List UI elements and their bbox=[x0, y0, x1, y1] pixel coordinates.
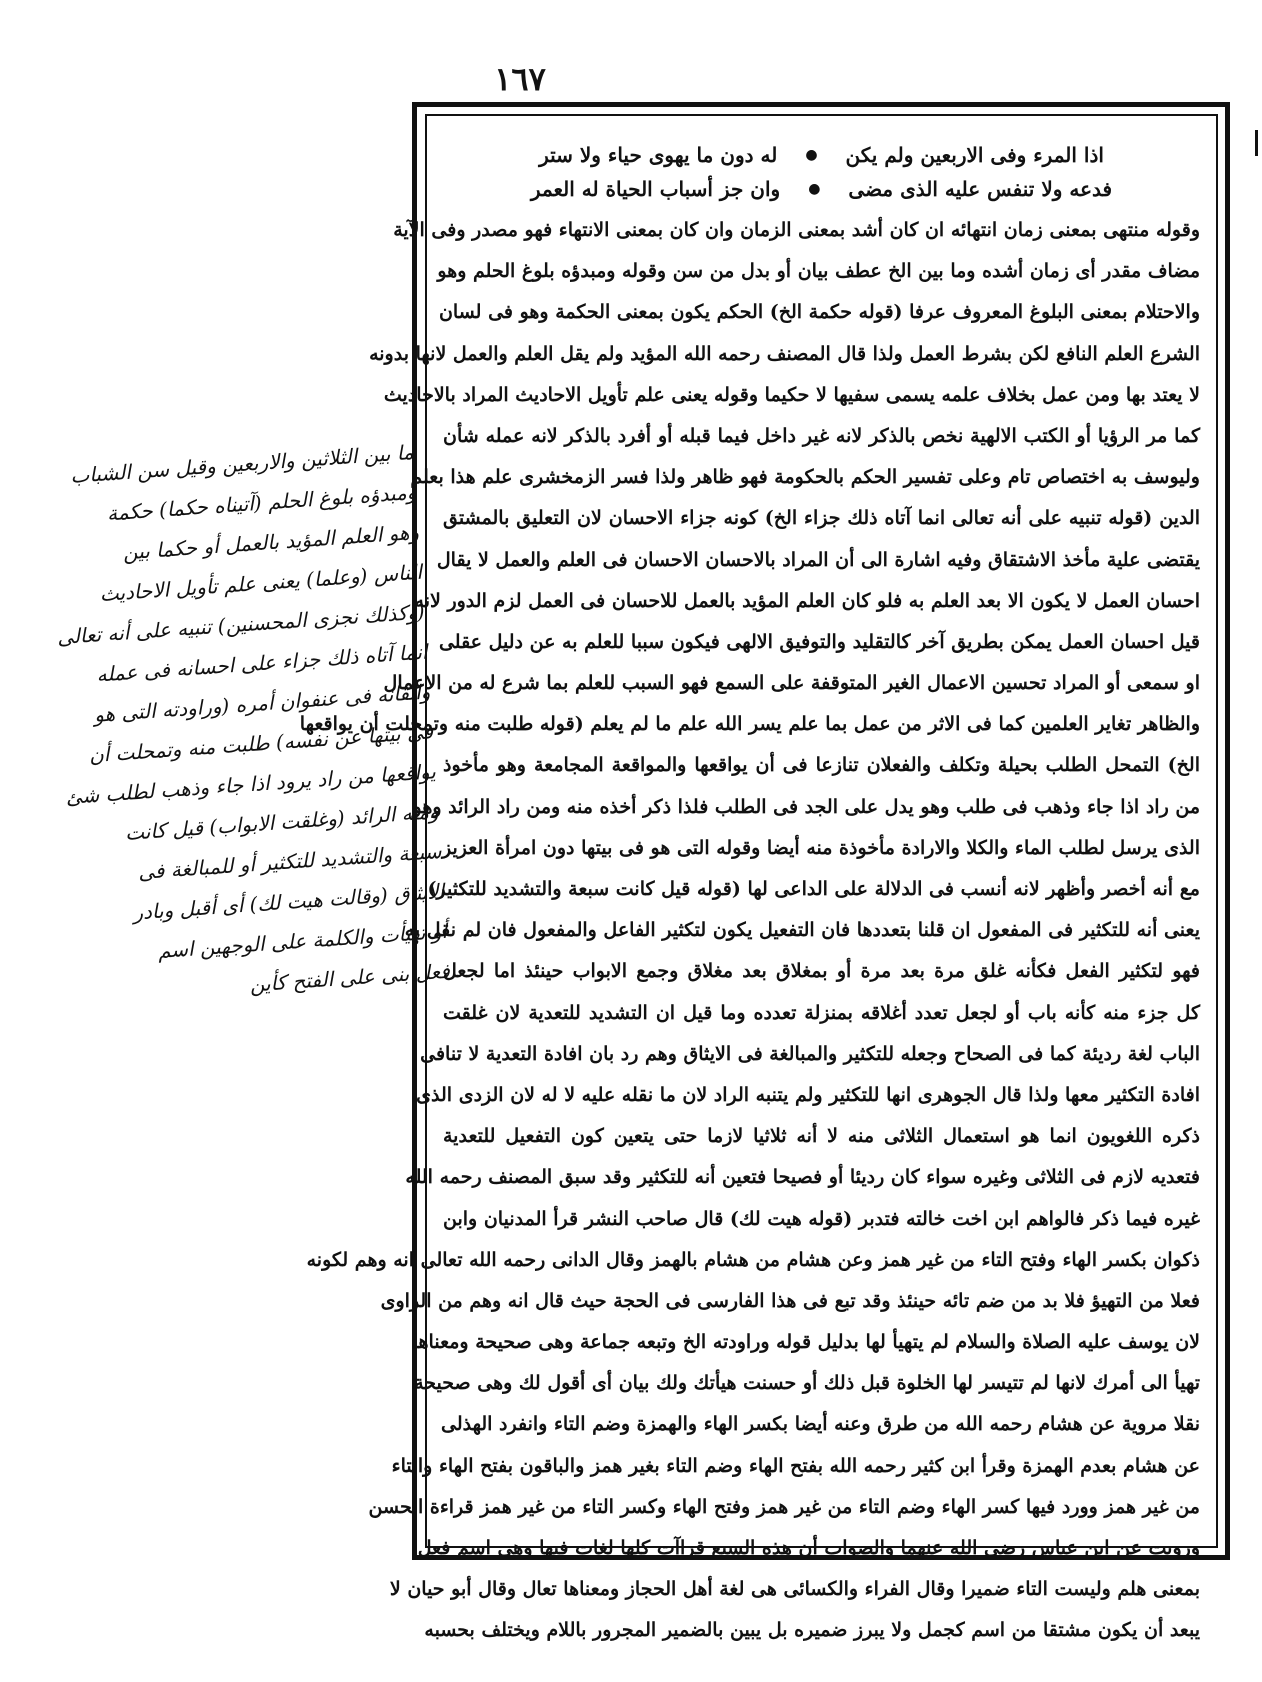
text-line: الشرع العلم النافع لكن بشرط العمل ولذا قال المصنف رحمه الله المؤيد ولم يقل العلم والعمل لانها بدونه bbox=[369, 342, 1200, 365]
text-line: وليوسف به اختصاص تام وعلى تفسير الحكم بالحكومة فهو ظاهر ولذا فسر الزمخشرى علم هذا بعلم bbox=[410, 466, 1200, 489]
margin-note-line: ومنه الرائد (وغلقت الابواب) قيل كانت bbox=[124, 799, 440, 845]
text-line: او سمعى أو المراد تحسين الاعمال الغير المتوقفة على السمع فهو السبب للعلم بما شرع له من الاعمال bbox=[383, 672, 1200, 695]
text-line: بمعنى هلم وليست التاء ضميرا وقال الفراء والكسائى هى لغة أهل الحجاز ومعناها تعال وقال أبو حيان لا bbox=[389, 1578, 1200, 1601]
text-line: افادة التكثير معها ولذا قال الجوهرى انها للتكثير ولم يتنبه الراد لان ما نقله عليه لا له لان الزدى الذى bbox=[416, 1083, 1200, 1106]
text-line: فعلا من التهيؤ فلا بد من ضم تائه حينئذ وقد تبع فى هذا الفارسى فى الحجة حيث قال انه وهم من الراوى bbox=[380, 1289, 1200, 1312]
margin-note-line: الايثاق (وقالت هيت لك) أى أقبل وبادر bbox=[132, 878, 445, 925]
verse-hemistich: له دون ما يهوى حياء ولا ستر bbox=[539, 143, 778, 167]
verse-separator: ● bbox=[808, 181, 821, 197]
text-line: والظاهر تغاير العلمين كما فى الاثر من عمل بما علم يسر الله علم ما لم يعلم (قوله طلبت منه وتمحلت أن يواقعها bbox=[299, 713, 1200, 736]
margin-note-line: (وكذلك نجزى المحسنين) تنبيه على أنه تعالى bbox=[56, 599, 426, 650]
verse-separator: ● bbox=[805, 147, 818, 163]
text-line: والاحتلام بمعنى البلوغ المعروف عرفا (قوله حكمة الخ) الحكم يكون بمعنى الحكمة وهو فى لسان bbox=[438, 301, 1200, 324]
text-line: وقوله منتهى بمعنى زمان انتهائه ان كان أشد بمعنى الزمان وان كان بمعنى الانتهاء فهو مصدر وفى الآية bbox=[393, 219, 1200, 241]
handwritten-margin-note bbox=[56, 432, 451, 1014]
verse-hemistich: وان جز أسباب الحياة له العمر bbox=[530, 177, 781, 201]
margin-note-line: واتقانه فى عنفوان أمره (وراودته التى هو bbox=[93, 679, 431, 727]
text-line: تهيأ الى أمرك لانها لم تتيسر لها الخلوة قبل ذلك أو حسنت هيأتك ولك بيان أى أقول لك وهى صحيحة bbox=[414, 1372, 1200, 1395]
margin-note-line: ما بين الثلاثين والاربعين وقيل سن الشباب bbox=[69, 439, 415, 488]
text-line: يعنى أنه للتكثير فى المفعول ان قلنا بتعددها فان التفعيل يكون لتكثير الفاعل والمفعول فان لم نقل به bbox=[404, 919, 1200, 942]
margin-note-line: فى بيتها عن نفسه) طلبت منه وتمحلت أن bbox=[88, 719, 434, 768]
verse-hemistich: فدعه ولا تنفس عليه الذى مضى bbox=[848, 177, 1113, 201]
text-line: الذى يرسل لطلب الماء والكلا والارادة مأخوذة منه أيضا وقوله التى هو فى بيتها دون امرأة العزيز bbox=[441, 836, 1200, 859]
edge-mark bbox=[1255, 130, 1258, 156]
text-line: ورويت عن ابن عباس رضى الله عنهما والصواب أن هذه السبع قراآت كلها لغات فيها وهى اسم فعل bbox=[417, 1537, 1200, 1559]
text-line: من غير همز وورد فيها كسر الهاء وضم التاء من غير همز وفتح الهاء وكسر التاء من غير همز قراءة الحسن bbox=[368, 1495, 1200, 1518]
text-line: كل جزء منه كأنه باب أو لجعل تعدد أغلاقه بمنزلة تعدده وما قيل ان التشديد للتعدية لان غلقت bbox=[443, 1001, 1200, 1024]
text-line: الدين (قوله تنبيه على أنه تعالى انما آتاه ذلك جزاء الخ) كونه جزاء الاحسان لان التعليق بالمشتق bbox=[443, 507, 1200, 530]
verse-hemistich: اذا المرء وفى الاربعين ولم يكن bbox=[845, 143, 1104, 167]
margin-note-line: الناس (وعلما) يعنى علم تأويل الاحاديث bbox=[98, 559, 423, 607]
text-line: مع أنه أخصر وأظهر لانه أنسب فى الدلالة على الداعى لها (قوله قيل كانت سبعة والتشديد للتكثير) bbox=[427, 878, 1200, 900]
text-line: غيره فيما ذكر فالواهم ابن اخت خالته فتدبر (قوله هيت لك) قال صاحب النشر قرأ المدنيان وابن bbox=[443, 1207, 1200, 1230]
text-line: الباب لغة رديئة كما فى الصحاح وجعله للتكثير والمبالغة فى الايثاق وهم رد بان افادة التعدية لا تنافى bbox=[420, 1042, 1200, 1065]
text-line: الخ) التمحل الطلب بحيلة وتكلف والفعلان تنازعا فى أن يواقعها والمواقعة المجامعة وهو مأخوذ bbox=[443, 754, 1200, 777]
text-line: قيل احسان العمل يمكن بطريق آخر كالتقليد والتوفيق الالهى فيكون سببا للعلم به عن دليل عقلى bbox=[438, 630, 1200, 653]
margin-note-line: ومبدؤه بلوغ الحلم (آتيناه حكما) حكمة bbox=[106, 479, 418, 526]
poem-verse bbox=[443, 172, 1200, 206]
poem-verses bbox=[443, 138, 1200, 206]
text-line: لا يعتد بها ومن عمل بخلاف علمه يسمى سفيها لا حكيما وقوله يعنى علم تأويل الاحاديث المراد بالاحاديث bbox=[383, 383, 1200, 406]
text-line: احسان العمل لا يكون الا بعد العلم به فلو كان العلم المؤيد بالعمل للاحسان فى العمل لزم الدور لانه bbox=[414, 589, 1200, 612]
text-line: فتعديه لازم فى الثلاثى وغيره سواء كان رديئا أو فصيحا فتعين أنه للتكثير وقد سبق المصنف رحمه الله bbox=[405, 1166, 1200, 1189]
text-line: فهو لتكثير الفعل فكأنه غلق مرة بعد مرة أو بمغلاق بعد مغلاق وجمع الابواب حينئذ اما لجعل bbox=[443, 960, 1200, 983]
text-line: ذكره اللغويون انما هو استعمال الثلاثى منه لا أنه ثلاثيا لازما حتى يتعين كون التفعيل للتعدية bbox=[443, 1125, 1200, 1148]
text-line: لان يوسف عليه الصلاة والسلام لم يتهيأ لها بدليل قوله وراودته الخ وتبعه جماعة وهى صحيحة ومعناها bbox=[412, 1331, 1200, 1354]
margin-note-line: يواقعها من راد يرود اذا جاء وذهب لطلب شئ bbox=[64, 759, 437, 810]
page-number: ١٦٧ bbox=[494, 60, 546, 98]
text-line: يبعد أن يكون مشتقا من اسم كجمل ولا يبرز ضميره بل يبين بالضمير المجرور باللام ويختلف بحسبه bbox=[424, 1619, 1200, 1642]
text-line: نقلا مروية عن هشام رحمه الله من طرق وعنه أيضا بكسر الهاء والهمزة وضم التاء وانفرد الهذلى bbox=[441, 1413, 1200, 1436]
text-line: كما مر الرؤيا أو الكتب الالهية نخص بالذكر لانه غير داخل فيما قبله أو أفرد بالذكر لانه عمله شأن bbox=[443, 424, 1200, 447]
margin-note-line: وهو العلم المؤيد بالعمل أو حكما بين bbox=[122, 519, 420, 565]
margin-note-line: فعل بنى على الفتح كأين bbox=[248, 958, 451, 997]
text-line: يقتضى علية مأخذ الاشتقاق وفيه اشارة الى أن المراد بالاحسان الاحسان فى العلم والعمل لا يقال bbox=[436, 548, 1200, 571]
text-line: من راد اذا جاء وذهب فى طلب وهو يدل على الجد فى الطلب فلذا ذكر أخذه منه ومن راد الرائد وهو bbox=[412, 795, 1200, 818]
margin-note-line: أو تهيأت والكلمة على الوجهين اسم bbox=[157, 918, 448, 963]
poem-verse bbox=[443, 138, 1200, 172]
margin-note-line: سبعة والتشديد للتكثير أو للمبالغة فى bbox=[137, 839, 443, 885]
text-line: ذكوان بكسر الهاء وفتح التاء من غير همز وعن هشام من هشام بالهمز وقال الدانى رحمه الله تعالى انه وهم لكونه bbox=[306, 1248, 1200, 1271]
text-line: عن هشام بعدم الهمزة وقرأ ابن كثير رحمه الله بفتح الهاء وضم التاء بغير همز والباقون بفتح الهاء والتاء bbox=[391, 1454, 1200, 1477]
text-line: مضاف مقدر أى زمان أشده وما بين الخ عطف بيان أو بدل من سن وقوله ومبدؤه بلوغ الحلم وهو bbox=[437, 260, 1200, 283]
margin-note-line: انما آتاه ذلك جزاء على احسانه فى عمله bbox=[95, 639, 429, 687]
